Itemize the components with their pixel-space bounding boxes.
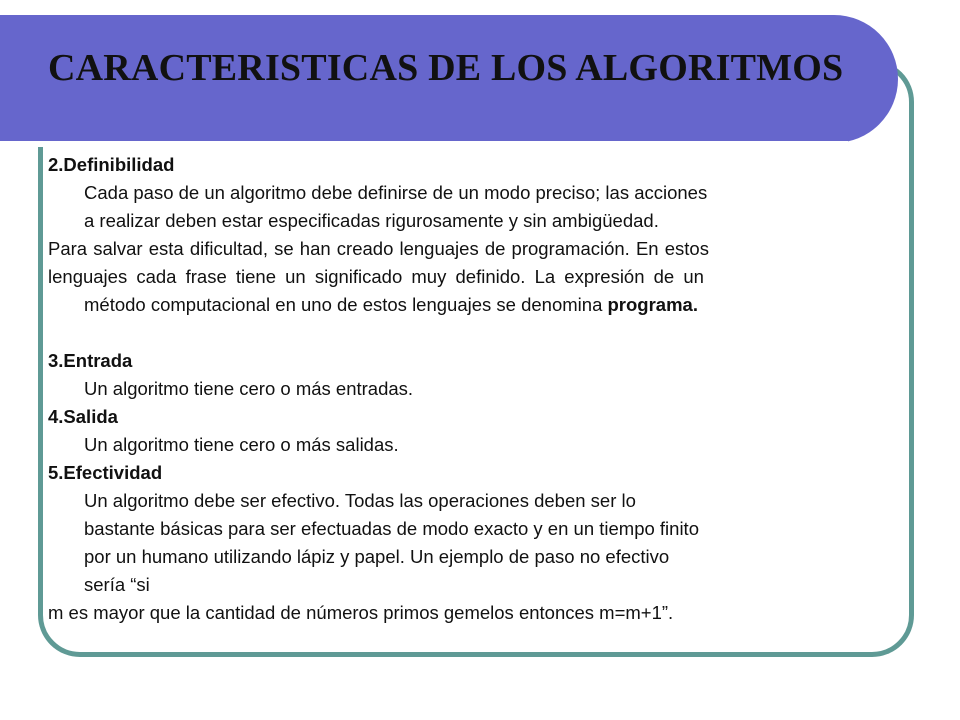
section-heading-definibilidad: 2.Definibilidad	[48, 154, 175, 175]
section-heading-entrada: 3.Entrada	[48, 350, 133, 371]
title-underline	[0, 141, 848, 147]
programa-paragraph-line-2: lenguajes cada frase tiene un significado muy definido. La expresión de un	[48, 266, 704, 287]
programa-term: programa.	[607, 294, 698, 315]
entrada-text: Un algoritmo tiene cero o más entradas.	[84, 378, 414, 399]
programa-paragraph-line-1: Para salvar esta dificultad, se han creado lenguajes de programación. En estos	[48, 238, 709, 259]
definibilidad-line-2: a realizar deben estar especificadas rigurosamente y sin ambigüedad.	[84, 210, 659, 231]
programa-paragraph-line-3	[48, 291, 898, 319]
efectividad-line-3: por un humano utilizando lápiz y papel. Un ejemplo de paso no efectivo	[84, 546, 670, 567]
salida-text: Un algoritmo tiene cero o más salidas.	[84, 434, 399, 455]
efectividad-line-1: Un algoritmo debe ser efectivo. Todas las operaciones deben ser lo	[84, 490, 636, 511]
programa-paragraph-line-3-text: método computacional en uno de estos lenguajes se denomina	[84, 294, 608, 315]
slide-title: CARACTERISTICAS DE LOS ALGORITMOS	[48, 47, 844, 89]
slide-body	[48, 151, 898, 627]
efectividad-line-2: bastante básicas para ser efectuadas de modo exacto y en un tiempo finito	[84, 518, 699, 539]
section-heading-efectividad: 5.Efectividad	[48, 462, 163, 483]
efectividad-line-4: sería “si	[84, 574, 150, 595]
section-heading-salida: 4.Salida	[48, 406, 118, 427]
efectividad-line-5: m es mayor que la cantidad de números primos gemelos entonces m=m+1”.	[48, 602, 674, 623]
definibilidad-line-1: Cada paso de un algoritmo debe definirse de un modo preciso; las acciones	[84, 182, 708, 203]
paragraph-gap	[48, 319, 898, 347]
